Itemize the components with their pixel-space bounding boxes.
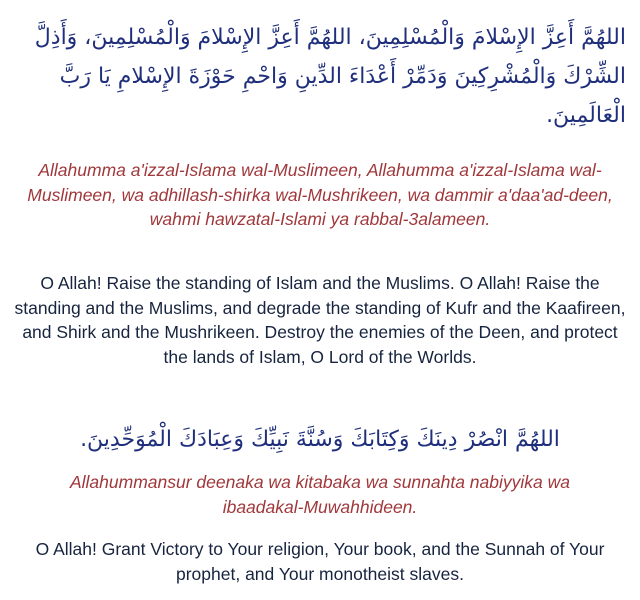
dua-2-arabic-text: اللهُمَّ انْصُرْ دِينَكَ وَكِتَابَكَ وَسُنَّةَ نَبِيِّكَ وَعِبَادَكَ الْمُوَحِّدِينَ. [80,427,560,452]
dua-2-translation: O Allah! Grant Victory to Your religion, Your book, and the Sunnah of Your prophet, and Your monotheist slaves. [35,539,605,584]
dua-1-arabic-text: اللهُمَّ أَعِزَّ الإِسْلامَ وَالْمُسْلِمِينَ، اللهُمَّ أَعِزَّ الإِسْلامَ وَالْمُسْلِمِينَ، وَأَذِلَّ الشِّرْكَ وَالْمُشْرِكِينَ وَدَمِّرْ أَعْدَاءَ الدِّينِ وَاحْمِ حَوْزَةَ الإِسْلامِ يَا رَبَّ الْعَالَمِينَ. [34,25,626,128]
dua-1-transliteration: Allahumma a'izzal-Islama wal-Muslimeen, Allahumma a'izzal-Islama wal-Muslimeen, wa adhillash-shirka wal-Mushrikeen, wa dammir a'daa'ad-deen, wahmi hawzatal-Islami ya rabbal-3alameen. [27,160,613,229]
dua-2-transliteration: Allahummansur deenaka wa kitabaka wa sunnahta nabiyyika wa ibaadakal-Muwahhideen. [69,472,570,517]
dua-1-translation: O Allah! Raise the standing of Islam and the Muslims. O Allah! Raise the standing and the Muslims, and degrade the standing of Kufr and the Kaafireen, and Shirk and the Mushrikeen. Destroy the enemies of the Deen, and protect the lands of Islam, O Lord of the Worlds. [14,273,626,367]
